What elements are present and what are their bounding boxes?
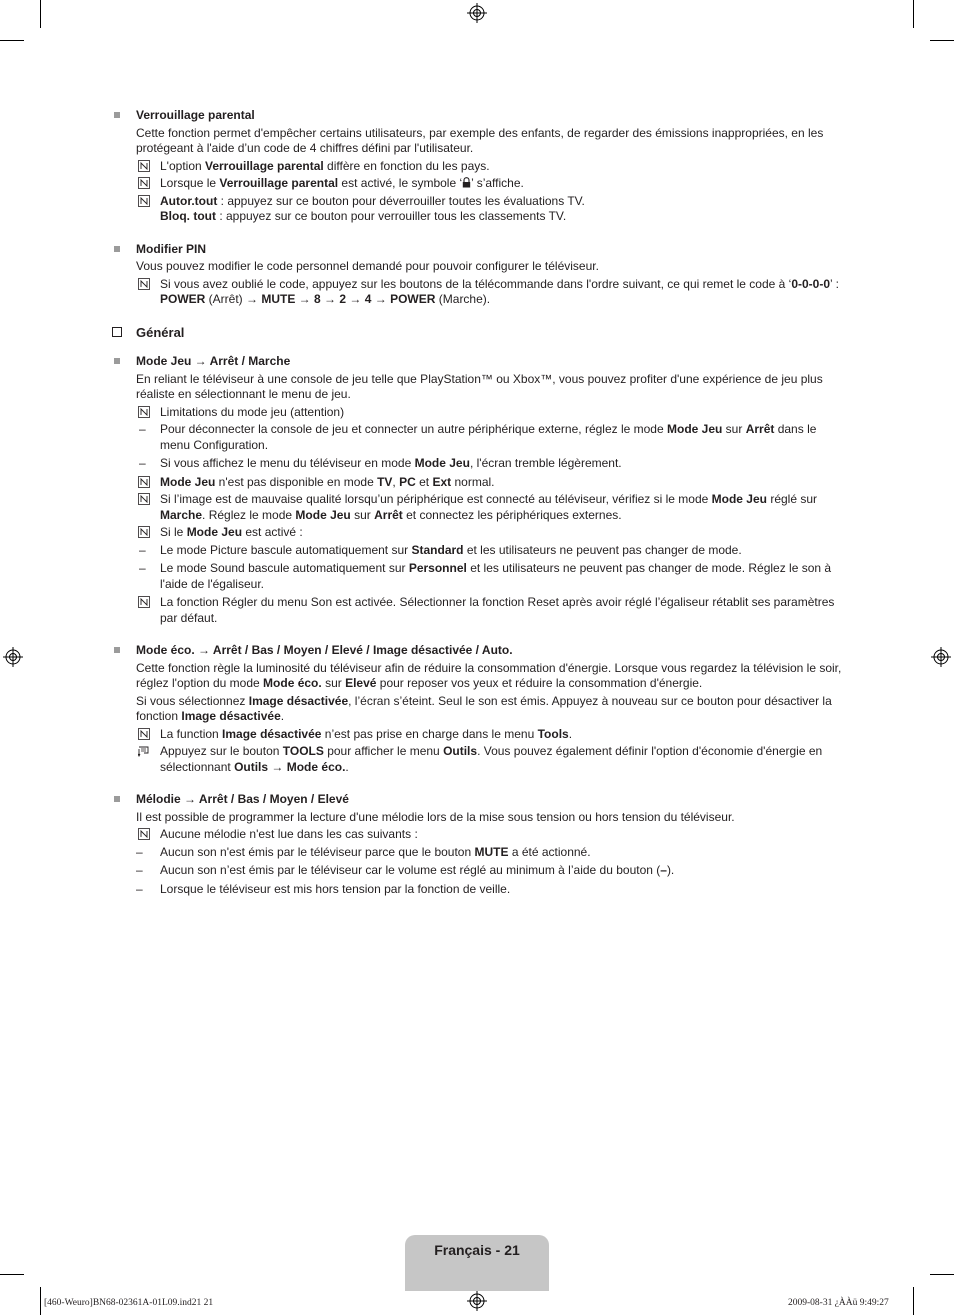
note: Si le Mode Jeu est activé : [136, 525, 842, 541]
section-mode-eco [112, 643, 842, 775]
dash-item: – Le mode Sound bascule automatiquement sur Personnel et les utilisateurs ne peuvent pas changer de mode. Réglez le son à l'aide de l'égaliseur. [139, 561, 832, 591]
note: La fonction Régler du menu Son est activée. Sélectionner la fonction Reset après avoir réglé l’égaliseur rétablit ses paramètres par défaut. [136, 595, 842, 626]
dash-marker: – [136, 863, 143, 877]
item-title: Verrouillage parental [136, 108, 255, 122]
section-modifier-pin [112, 242, 842, 308]
crop-mark [913, 1287, 914, 1315]
crop-mark [40, 0, 41, 28]
page-number-tab [405, 1235, 549, 1291]
note-icon [138, 493, 150, 505]
item-description: Il est possible de programmer la lecture d'une mélodie lors de la mise sous tension ou hors tension du téléviseur. [136, 809, 735, 824]
square-bullet-icon [114, 647, 120, 653]
dash-marker: – [139, 456, 146, 470]
note-icon [138, 526, 150, 538]
dash-item: – Aucun son n’est émis par le téléviseur car le volume est réglé au minimum à l’aide du bouton (–). [136, 863, 675, 877]
dash-marker: – [136, 844, 143, 859]
crop-mark [40, 1287, 41, 1315]
dash-item: – Aucun son n'est émis par le téléviseur parce que le bouton MUTE a été actionné. [136, 844, 591, 859]
registration-mark-icon [467, 3, 487, 23]
note-icon [138, 177, 150, 189]
tools-remote-icon [138, 745, 150, 757]
crop-mark [930, 1274, 954, 1275]
item-title: Mode Jeu → Arrêt / Marche [136, 354, 291, 368]
item-description: Cette fonction règle la luminosité du téléviseur afin de réduire la consommation d'énergie. Lorsque vous regardez la télévision le soir, réglez l'option du mode Mode éco. sur Elevé pour reposer vos yeux et réduire la consommation d'énergie. [136, 660, 842, 690]
note: Appuyez sur le bouton TOOLS pour afficher le menu Outils. Vous pouvez également définir l'option d'économie d'énergie en sélectionnant Outils → Mode éco.. [136, 744, 842, 775]
note-icon [138, 728, 150, 740]
registration-mark-icon [3, 647, 23, 667]
dash-item: – Si vous affichez le menu du téléviseur en mode Mode Jeu, l'écran tremble légèrement. [139, 456, 622, 470]
item-title: Mélodie → Arrêt / Bas / Moyen / Elevé [136, 792, 349, 806]
section-heading-general: Général [112, 325, 842, 341]
item-description: Vous pouvez modifier le code personnel demandé pour pouvoir configurer le téléviseur. [136, 259, 599, 273]
note: Mode Jeu n'est pas disponible en mode TV, PC et Ext normal. [136, 475, 842, 491]
page-content [112, 108, 842, 914]
page-number: Français - 21 [434, 1242, 520, 1258]
note-icon [138, 160, 150, 172]
note-icon [138, 596, 150, 608]
note: Aucune mélodie n'est lue dans les cas suivants : [136, 827, 842, 843]
crop-mark [0, 40, 24, 41]
section-melodie [112, 792, 842, 897]
section-verrouillage-parental [112, 108, 842, 225]
print-slug-right: 2009-08-31 ¿ÀÀü 9:49:27 [788, 1298, 889, 1308]
dash-item: – Lorsque le téléviseur est mis hors tension par la fonction de veille. [136, 881, 511, 896]
note-icon [138, 195, 150, 207]
square-bullet-icon [114, 112, 120, 118]
item-title: Modifier PIN [136, 241, 207, 256]
print-slug-left: [460-Weuro]BN68-02361A-01L09.ind21 21 [44, 1298, 214, 1308]
section-mode-jeu [112, 354, 842, 626]
square-bullet-icon [114, 246, 120, 252]
dash-item: – Pour déconnecter la console de jeu et connecter un autre périphérique externe, réglez le mode Mode Jeu sur Arrêt dans le menu Configuration. [139, 422, 817, 452]
note-icon [138, 278, 150, 290]
dash-marker: – [139, 422, 146, 436]
note-icon [138, 476, 150, 488]
registration-mark-icon [931, 647, 951, 667]
crop-mark [913, 0, 914, 28]
dash-marker: – [139, 542, 146, 557]
note-icon [138, 406, 150, 418]
note: Autor.tout : appuyez sur ce bouton pour déverrouiller toutes les évaluations TV. Bloq. tout : appuyez sur ce bouton pour verrouiller tous les classements TV. [136, 194, 842, 225]
square-bullet-icon [114, 796, 120, 802]
dash-marker: – [139, 561, 146, 575]
square-bullet-icon [114, 358, 120, 364]
dash-item: – Le mode Picture bascule automatiquement sur Standard et les utilisateurs ne peuvent pas changer de mode. [139, 542, 742, 557]
item-description: Cette fonction permet d'empêcher certains utilisateurs, par exemple des enfants, de regarder des émissions inappropriées, en les protégeant à l'aide d’un code de 4 chiffres défini par l'utilisateur. [136, 125, 824, 155]
note: Si l’image est de mauvaise qualité lorsqu’un périphérique est connecté au téléviseur, vérifiez si le mode Mode Jeu réglé sur Marche. Réglez le mode Mode Jeu sur Arrêt et connectez les périphériques externes. [136, 492, 842, 523]
item-description: En reliant le téléviseur à une console de jeu telle que PlayStation™ ou Xbox™, vous pouvez profiter d'une expérience de jeu plus réaliste en sélectionnant le menu de jeu. [136, 371, 823, 401]
crop-mark [930, 40, 954, 41]
note: Lorsque le Verrouillage parental est activé, le symbole ‘ ’ s’affiche. [136, 176, 842, 192]
checkbox-square-icon [112, 327, 122, 337]
note: La function Image désactivée n’est pas prise en charge dans le menu Tools. [136, 727, 842, 743]
note-icon [138, 828, 150, 840]
dash-marker: – [136, 881, 143, 896]
registration-mark-icon [467, 1291, 487, 1311]
crop-mark [0, 1274, 24, 1275]
item-description: Si vous sélectionnez Image désactivée, l’écran s’éteint. Seul le son est émis. Appuyez à nouveau sur ce bouton pour désactiver la fonction Image désactivée. [136, 693, 832, 723]
note: Si vous avez oublié le code, appuyez sur les boutons de la télécommande dans l'ordre suivant, ce qui remet le code à ‘0-0-0-0’ : POWER (Arrêt) → MUTE → 8 → 2 → 4 → POWER (Marche). [136, 277, 842, 308]
note: L'option Verrouillage parental diffère en fonction du les pays. [136, 159, 842, 175]
lock-icon [462, 177, 471, 188]
item-title: Mode éco. → Arrêt / Bas / Moyen / Elevé / Image désactivée / Auto. [136, 643, 513, 657]
note: Limitations du mode jeu (attention) [136, 405, 842, 421]
